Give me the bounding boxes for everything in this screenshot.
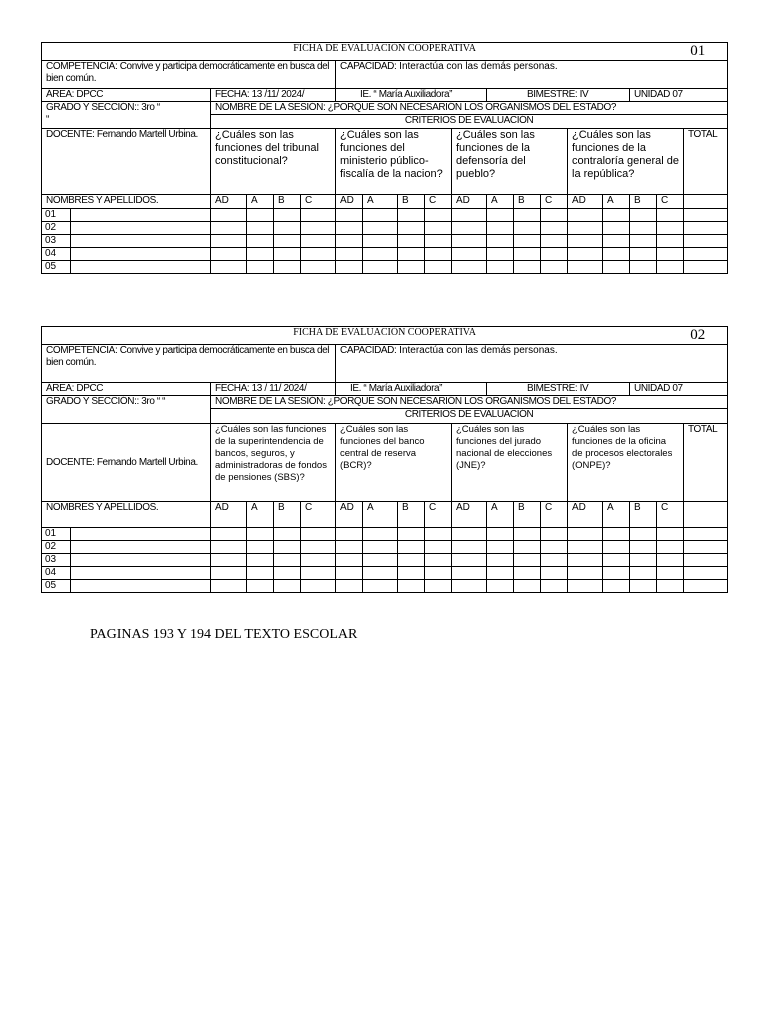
grade-cell[interactable]: [541, 209, 568, 222]
grade-cell[interactable]: [425, 528, 452, 541]
grade-cell[interactable]: [398, 209, 425, 222]
row-number: 05: [42, 261, 71, 274]
grade-cell[interactable]: [630, 209, 657, 222]
grade-cell[interactable]: [274, 222, 301, 235]
grade-cell[interactable]: [398, 567, 425, 580]
grade-cell[interactable]: [487, 580, 514, 593]
grade-cell[interactable]: [541, 528, 568, 541]
grade-cell[interactable]: [514, 528, 541, 541]
total-cell[interactable]: [684, 248, 728, 261]
grade-a: A: [487, 195, 514, 209]
row-number: 02: [42, 222, 71, 235]
grade-cell[interactable]: [487, 541, 514, 554]
student-name-cell[interactable]: [71, 222, 211, 235]
grade-b: B: [630, 195, 657, 209]
grade-cell[interactable]: [514, 222, 541, 235]
grade-cell[interactable]: [211, 209, 247, 222]
grade-cell[interactable]: [568, 541, 603, 554]
grade-cell[interactable]: [487, 567, 514, 580]
grade-cell[interactable]: [657, 541, 684, 554]
evaluation-sheet-1: [41, 42, 728, 274]
sheet-title-row: [42, 327, 728, 345]
grade-cell[interactable]: [247, 528, 274, 541]
grade-cell[interactable]: [336, 567, 363, 580]
grade-cell[interactable]: [398, 554, 425, 567]
grade-cell[interactable]: [541, 222, 568, 235]
grade-cell[interactable]: [301, 209, 336, 222]
grade-cell[interactable]: [336, 528, 363, 541]
evaluation-sheet-2: [41, 326, 728, 593]
grade-cell[interactable]: [398, 541, 425, 554]
grade-cell[interactable]: [603, 261, 630, 274]
grade-cell[interactable]: [568, 209, 603, 222]
grade-cell[interactable]: [425, 261, 452, 274]
grade-cell[interactable]: [363, 222, 398, 235]
grade-b: B: [514, 195, 541, 209]
competencia-text: Convive y participa democráticamente en busca del bien común.: [46, 61, 330, 84]
grade-cell[interactable]: [487, 248, 514, 261]
grade-cell[interactable]: [301, 580, 336, 593]
grade-cell[interactable]: [452, 580, 487, 593]
student-name-cell[interactable]: [71, 235, 211, 248]
grade-cell[interactable]: [247, 554, 274, 567]
grado-extra: “: [46, 114, 49, 125]
grade-cell[interactable]: [363, 235, 398, 248]
grade-cell[interactable]: [452, 567, 487, 580]
grade-cell[interactable]: [487, 222, 514, 235]
grado-cell: GRADO Y SECCIÓN:: 3ro “ “: [42, 396, 211, 424]
grade-ad: AD: [336, 502, 363, 528]
grade-cell[interactable]: [541, 541, 568, 554]
grade-cell[interactable]: [487, 235, 514, 248]
grade-cell[interactable]: [603, 541, 630, 554]
competencia-cell: [42, 61, 336, 89]
grade-cell[interactable]: [247, 580, 274, 593]
grade-cell[interactable]: [514, 209, 541, 222]
grade-cell[interactable]: [603, 528, 630, 541]
grade-cell[interactable]: [211, 248, 247, 261]
criterion-4: ¿Cuáles son las funciones de la oficina de procesos electorales (ONPE)?: [568, 424, 684, 502]
grade-cell[interactable]: [630, 554, 657, 567]
grade-ad: AD: [568, 195, 603, 209]
fecha-cell: FECHA: 13 / 11/ 2024/: [211, 383, 336, 396]
grade-cell[interactable]: [630, 580, 657, 593]
grade-cell[interactable]: [274, 580, 301, 593]
grade-cell[interactable]: [630, 235, 657, 248]
student-row: [42, 580, 728, 593]
grade-cell[interactable]: [568, 248, 603, 261]
grade-ad: AD: [452, 502, 487, 528]
grade-cell[interactable]: [301, 528, 336, 541]
grade-cell[interactable]: [425, 554, 452, 567]
ie-cell: IE. “ María Auxiliadora”: [336, 89, 487, 102]
total-cell: [684, 195, 728, 209]
student-row: [42, 528, 728, 541]
grade-cell[interactable]: [603, 567, 630, 580]
grade-a: A: [487, 502, 514, 528]
student-name-cell[interactable]: [71, 528, 211, 541]
grade-cell[interactable]: [336, 261, 363, 274]
grade-cell[interactable]: [301, 261, 336, 274]
total-header: TOTAL: [684, 424, 728, 502]
grade-cell[interactable]: [603, 222, 630, 235]
grade-cell[interactable]: [363, 209, 398, 222]
criterion-1: ¿Cuáles son las funciones de la superintendencia de bancos, seguros, y administradoras de fondos de pensiones (SBS)?: [211, 424, 336, 502]
row-number: 02: [42, 541, 71, 554]
grade-cell[interactable]: [211, 235, 247, 248]
grade-cell[interactable]: [425, 248, 452, 261]
total-cell[interactable]: [684, 209, 728, 222]
grade-cell[interactable]: [398, 222, 425, 235]
grade-cell[interactable]: [541, 261, 568, 274]
criterion-3: ¿Cuáles son las funciones del jurado nacional de elecciones (JNE)?: [452, 424, 568, 502]
total-cell[interactable]: [684, 580, 728, 593]
grade-cell[interactable]: [211, 261, 247, 274]
grade-cell[interactable]: [657, 235, 684, 248]
grade-cell[interactable]: [452, 209, 487, 222]
grade-cell[interactable]: [247, 235, 274, 248]
grade-cell[interactable]: [211, 222, 247, 235]
grade-cell[interactable]: [630, 541, 657, 554]
grade-cell[interactable]: [452, 541, 487, 554]
grade-cell[interactable]: [541, 248, 568, 261]
student-row: [42, 554, 728, 567]
grade-b: B: [514, 502, 541, 528]
grade-cell[interactable]: [301, 541, 336, 554]
grade-cell[interactable]: [274, 541, 301, 554]
row-number: 03: [42, 554, 71, 567]
student-name-cell[interactable]: [71, 248, 211, 261]
grade-cell[interactable]: [487, 528, 514, 541]
competencia-text: Convive y participa democráticamente en busca del bien común.: [46, 345, 330, 368]
ie-cell: IE. “ María Auxiliadora”: [336, 383, 487, 396]
row-number: 01: [42, 209, 71, 222]
grade-cell[interactable]: [568, 567, 603, 580]
grade-b: B: [398, 502, 425, 528]
grade-cell[interactable]: [514, 567, 541, 580]
grade-cell[interactable]: [630, 222, 657, 235]
criterion-2: ¿Cuáles son las funciones del banco central de reserva (BCR)?: [336, 424, 452, 502]
grade-b: B: [274, 195, 301, 209]
criterios-cell: CRITERIOS DE EVALUACIÓN: [211, 115, 728, 129]
student-name-cell[interactable]: [71, 580, 211, 593]
grade-cell[interactable]: [541, 235, 568, 248]
grade-cell[interactable]: [603, 209, 630, 222]
grade-cell[interactable]: [425, 235, 452, 248]
grade-cell[interactable]: [425, 580, 452, 593]
grade-cell[interactable]: [274, 528, 301, 541]
grade-a: A: [363, 502, 398, 528]
bimestre-cell: BIMESTRE: IV: [487, 89, 630, 102]
grade-ad: AD: [336, 195, 363, 209]
grade-cell[interactable]: [657, 554, 684, 567]
docente-cell: DOCENTE: Fernando Martell Urbina.: [42, 424, 211, 502]
grade-cell[interactable]: [657, 222, 684, 235]
sesion-cell: NOMBRE DE LA SESIÓN: ¿PORQUE SON NECESARIÓN LOS ORGANISMOS DEL ESTADO?: [211, 102, 728, 115]
unidad-cell: UNIDAD 07: [630, 89, 728, 102]
sheet-number: 01: [690, 43, 706, 59]
grade-cell[interactable]: [247, 248, 274, 261]
grade-ad: AD: [211, 195, 247, 209]
grade-a: A: [363, 195, 398, 209]
grade-cell[interactable]: [363, 580, 398, 593]
grade-cell[interactable]: [541, 554, 568, 567]
grade-cell[interactable]: [603, 554, 630, 567]
grade-cell[interactable]: [211, 580, 247, 593]
area-cell: ÁREA: DPCC: [42, 383, 211, 396]
student-rows: [42, 528, 728, 593]
grade-c: C: [425, 502, 452, 528]
grade-cell[interactable]: [398, 248, 425, 261]
grade-a: A: [247, 502, 274, 528]
capacidad-label: CAPACIDAD:: [340, 61, 397, 72]
grade-cell[interactable]: [301, 222, 336, 235]
grade-cell[interactable]: [452, 235, 487, 248]
grado-text: GRADO Y SECCIÓN:: 3ro “: [46, 102, 160, 113]
row-number: 03: [42, 235, 71, 248]
student-name-cell[interactable]: [71, 209, 211, 222]
grade-cell[interactable]: [603, 248, 630, 261]
grade-cell[interactable]: [452, 554, 487, 567]
total-cell[interactable]: [684, 261, 728, 274]
nombres-header: NOMBRES Y APELLIDOS.: [42, 195, 211, 209]
grade-cell[interactable]: [247, 261, 274, 274]
grade-cell[interactable]: [514, 261, 541, 274]
grade-cell[interactable]: [514, 248, 541, 261]
grade-c: C: [301, 502, 336, 528]
sheet-title: FICHA DE EVALUACIÓN COOPERATIVA: [293, 327, 476, 338]
grade-cell[interactable]: [487, 261, 514, 274]
row-number: 01: [42, 528, 71, 541]
row-number: 04: [42, 567, 71, 580]
grade-cell[interactable]: [657, 261, 684, 274]
grade-cell[interactable]: [657, 567, 684, 580]
grade-cell[interactable]: [336, 580, 363, 593]
grade-cell[interactable]: [247, 567, 274, 580]
grade-cell[interactable]: [398, 528, 425, 541]
grade-cell[interactable]: [514, 235, 541, 248]
grade-cell[interactable]: [657, 580, 684, 593]
grade-ad: AD: [452, 195, 487, 209]
grade-cell[interactable]: [274, 248, 301, 261]
total-cell[interactable]: [684, 222, 728, 235]
grade-cell[interactable]: [274, 261, 301, 274]
grade-cell[interactable]: [336, 235, 363, 248]
grade-b: B: [630, 502, 657, 528]
grade-cell[interactable]: [274, 209, 301, 222]
sheet-title: FICHA DE EVALUACIÓN COOPERATIVA: [293, 43, 476, 54]
capacidad-cell: [336, 345, 728, 383]
grade-cell[interactable]: [514, 580, 541, 593]
grade-cell[interactable]: [301, 567, 336, 580]
grado-cell: [42, 102, 211, 129]
row-number: 05: [42, 580, 71, 593]
criterion-1: ¿Cuáles son las funciones del tribunal constitucional?: [211, 129, 336, 195]
student-row: [42, 222, 728, 235]
student-name-cell[interactable]: [71, 554, 211, 567]
grade-cell[interactable]: [568, 528, 603, 541]
grade-cell[interactable]: [452, 261, 487, 274]
grade-cell[interactable]: [630, 528, 657, 541]
total-cell[interactable]: [684, 528, 728, 541]
grade-cell[interactable]: [398, 580, 425, 593]
grade-cell[interactable]: [247, 541, 274, 554]
student-row: [42, 248, 728, 261]
competencia-cell: [42, 345, 336, 383]
grade-ad: AD: [568, 502, 603, 528]
docente-cell: DOCENTE: Fernando Martell Urbina.: [42, 129, 211, 195]
grade-cell[interactable]: [541, 567, 568, 580]
sheet-title-row: [42, 43, 728, 61]
sheet-number: 02: [690, 327, 706, 343]
grade-b: B: [274, 502, 301, 528]
grade-cell[interactable]: [398, 261, 425, 274]
grade-cell[interactable]: [541, 580, 568, 593]
grade-cell[interactable]: [630, 261, 657, 274]
criterion-2: ¿Cuáles son las funciones del ministerio público-fiscalía de la nacion?: [336, 129, 452, 195]
student-name-cell[interactable]: [71, 567, 211, 580]
grade-cell[interactable]: [211, 541, 247, 554]
grade-b: B: [398, 195, 425, 209]
grade-cell[interactable]: [514, 554, 541, 567]
sesion-cell: NOMBRE DE LA SESIÓN: ¿PORQUE SON NECESARIÓN LOS ORGANISMOS DEL ESTADO?: [211, 396, 728, 409]
criterion-3: ¿Cuáles son las funciones de la defensoría del pueblo?: [452, 129, 568, 195]
total-cell[interactable]: [684, 541, 728, 554]
student-name-cell[interactable]: [71, 541, 211, 554]
capacidad-cell: [336, 61, 728, 89]
total-cell: [684, 502, 728, 528]
grade-cell[interactable]: [363, 528, 398, 541]
grade-cell[interactable]: [452, 528, 487, 541]
student-row: [42, 261, 728, 274]
nombres-header: NOMBRES Y APELLIDOS.: [42, 502, 211, 528]
capacidad-text: Interactúa con las demás personas.: [399, 345, 558, 356]
grade-cell[interactable]: [425, 209, 452, 222]
total-cell[interactable]: [684, 235, 728, 248]
student-row: [42, 541, 728, 554]
grade-cell[interactable]: [487, 209, 514, 222]
criterios-cell: CRITERIOS DE EVALUACIÓN: [211, 409, 728, 424]
grade-c: C: [425, 195, 452, 209]
student-row: [42, 567, 728, 580]
competencia-label: COMPETENCIA:: [46, 61, 118, 72]
grade-cell[interactable]: [630, 567, 657, 580]
grade-c: C: [301, 195, 336, 209]
grade-cell[interactable]: [336, 541, 363, 554]
grade-cell[interactable]: [657, 528, 684, 541]
grade-cell[interactable]: [568, 554, 603, 567]
grade-cell[interactable]: [603, 235, 630, 248]
grade-cell[interactable]: [274, 554, 301, 567]
student-row: [42, 209, 728, 222]
grade-cell[interactable]: [363, 567, 398, 580]
total-cell[interactable]: [684, 567, 728, 580]
grade-cell[interactable]: [425, 222, 452, 235]
grade-cell[interactable]: [425, 541, 452, 554]
grade-cell[interactable]: [363, 541, 398, 554]
grade-cell[interactable]: [514, 541, 541, 554]
grade-cell[interactable]: [487, 554, 514, 567]
footer-note: PAGINAS 193 Y 194 DEL TEXTO ESCOLAR: [90, 627, 358, 642]
grade-a: A: [603, 195, 630, 209]
grade-c: C: [541, 195, 568, 209]
student-name-cell[interactable]: [71, 261, 211, 274]
grade-cell[interactable]: [657, 248, 684, 261]
total-cell[interactable]: [684, 554, 728, 567]
grade-cell[interactable]: [363, 554, 398, 567]
grade-cell[interactable]: [211, 554, 247, 567]
grade-cell[interactable]: [363, 248, 398, 261]
grade-cell[interactable]: [657, 209, 684, 222]
fecha-cell: FECHA: 13 /11/ 2024/: [211, 89, 336, 102]
grade-cell[interactable]: [301, 235, 336, 248]
grade-cell[interactable]: [211, 528, 247, 541]
grade-cell[interactable]: [336, 248, 363, 261]
criterion-4: ¿Cuáles son las funciones de la contraloría general de la república?: [568, 129, 684, 195]
grade-c: C: [657, 195, 684, 209]
grade-cell[interactable]: [568, 261, 603, 274]
row-number: 04: [42, 248, 71, 261]
total-header: TOTAL: [684, 129, 728, 195]
grade-cell[interactable]: [336, 554, 363, 567]
grade-cell[interactable]: [425, 567, 452, 580]
grade-cell[interactable]: [336, 209, 363, 222]
grade-cell[interactable]: [274, 567, 301, 580]
grade-cell[interactable]: [630, 248, 657, 261]
grade-cell[interactable]: [452, 248, 487, 261]
grade-cell[interactable]: [568, 580, 603, 593]
grade-cell[interactable]: [301, 554, 336, 567]
grade-a: A: [247, 195, 274, 209]
bimestre-cell: BIMESTRE: IV: [487, 383, 630, 396]
grade-cell[interactable]: [211, 567, 247, 580]
grade-cell[interactable]: [452, 222, 487, 235]
grade-cell[interactable]: [336, 222, 363, 235]
area-cell: ÁREA: DPCC: [42, 89, 211, 102]
grade-cell[interactable]: [568, 222, 603, 235]
capacidad-label: CAPACIDAD:: [340, 345, 397, 356]
grade-ad: AD: [211, 502, 247, 528]
grade-cell[interactable]: [363, 261, 398, 274]
grade-cell[interactable]: [301, 248, 336, 261]
grade-cell[interactable]: [247, 209, 274, 222]
unidad-cell: UNIDAD 07: [630, 383, 728, 396]
capacidad-text: Interactúa con las demás personas.: [399, 61, 558, 72]
grade-cell[interactable]: [247, 222, 274, 235]
competencia-label: COMPETENCIA:: [46, 345, 118, 356]
grade-cell[interactable]: [274, 235, 301, 248]
grade-c: C: [657, 502, 684, 528]
student-rows: [42, 209, 728, 274]
grade-cell[interactable]: [398, 235, 425, 248]
grade-cell[interactable]: [568, 235, 603, 248]
grade-c: C: [541, 502, 568, 528]
student-row: [42, 235, 728, 248]
grade-cell[interactable]: [603, 580, 630, 593]
grade-a: A: [603, 502, 630, 528]
